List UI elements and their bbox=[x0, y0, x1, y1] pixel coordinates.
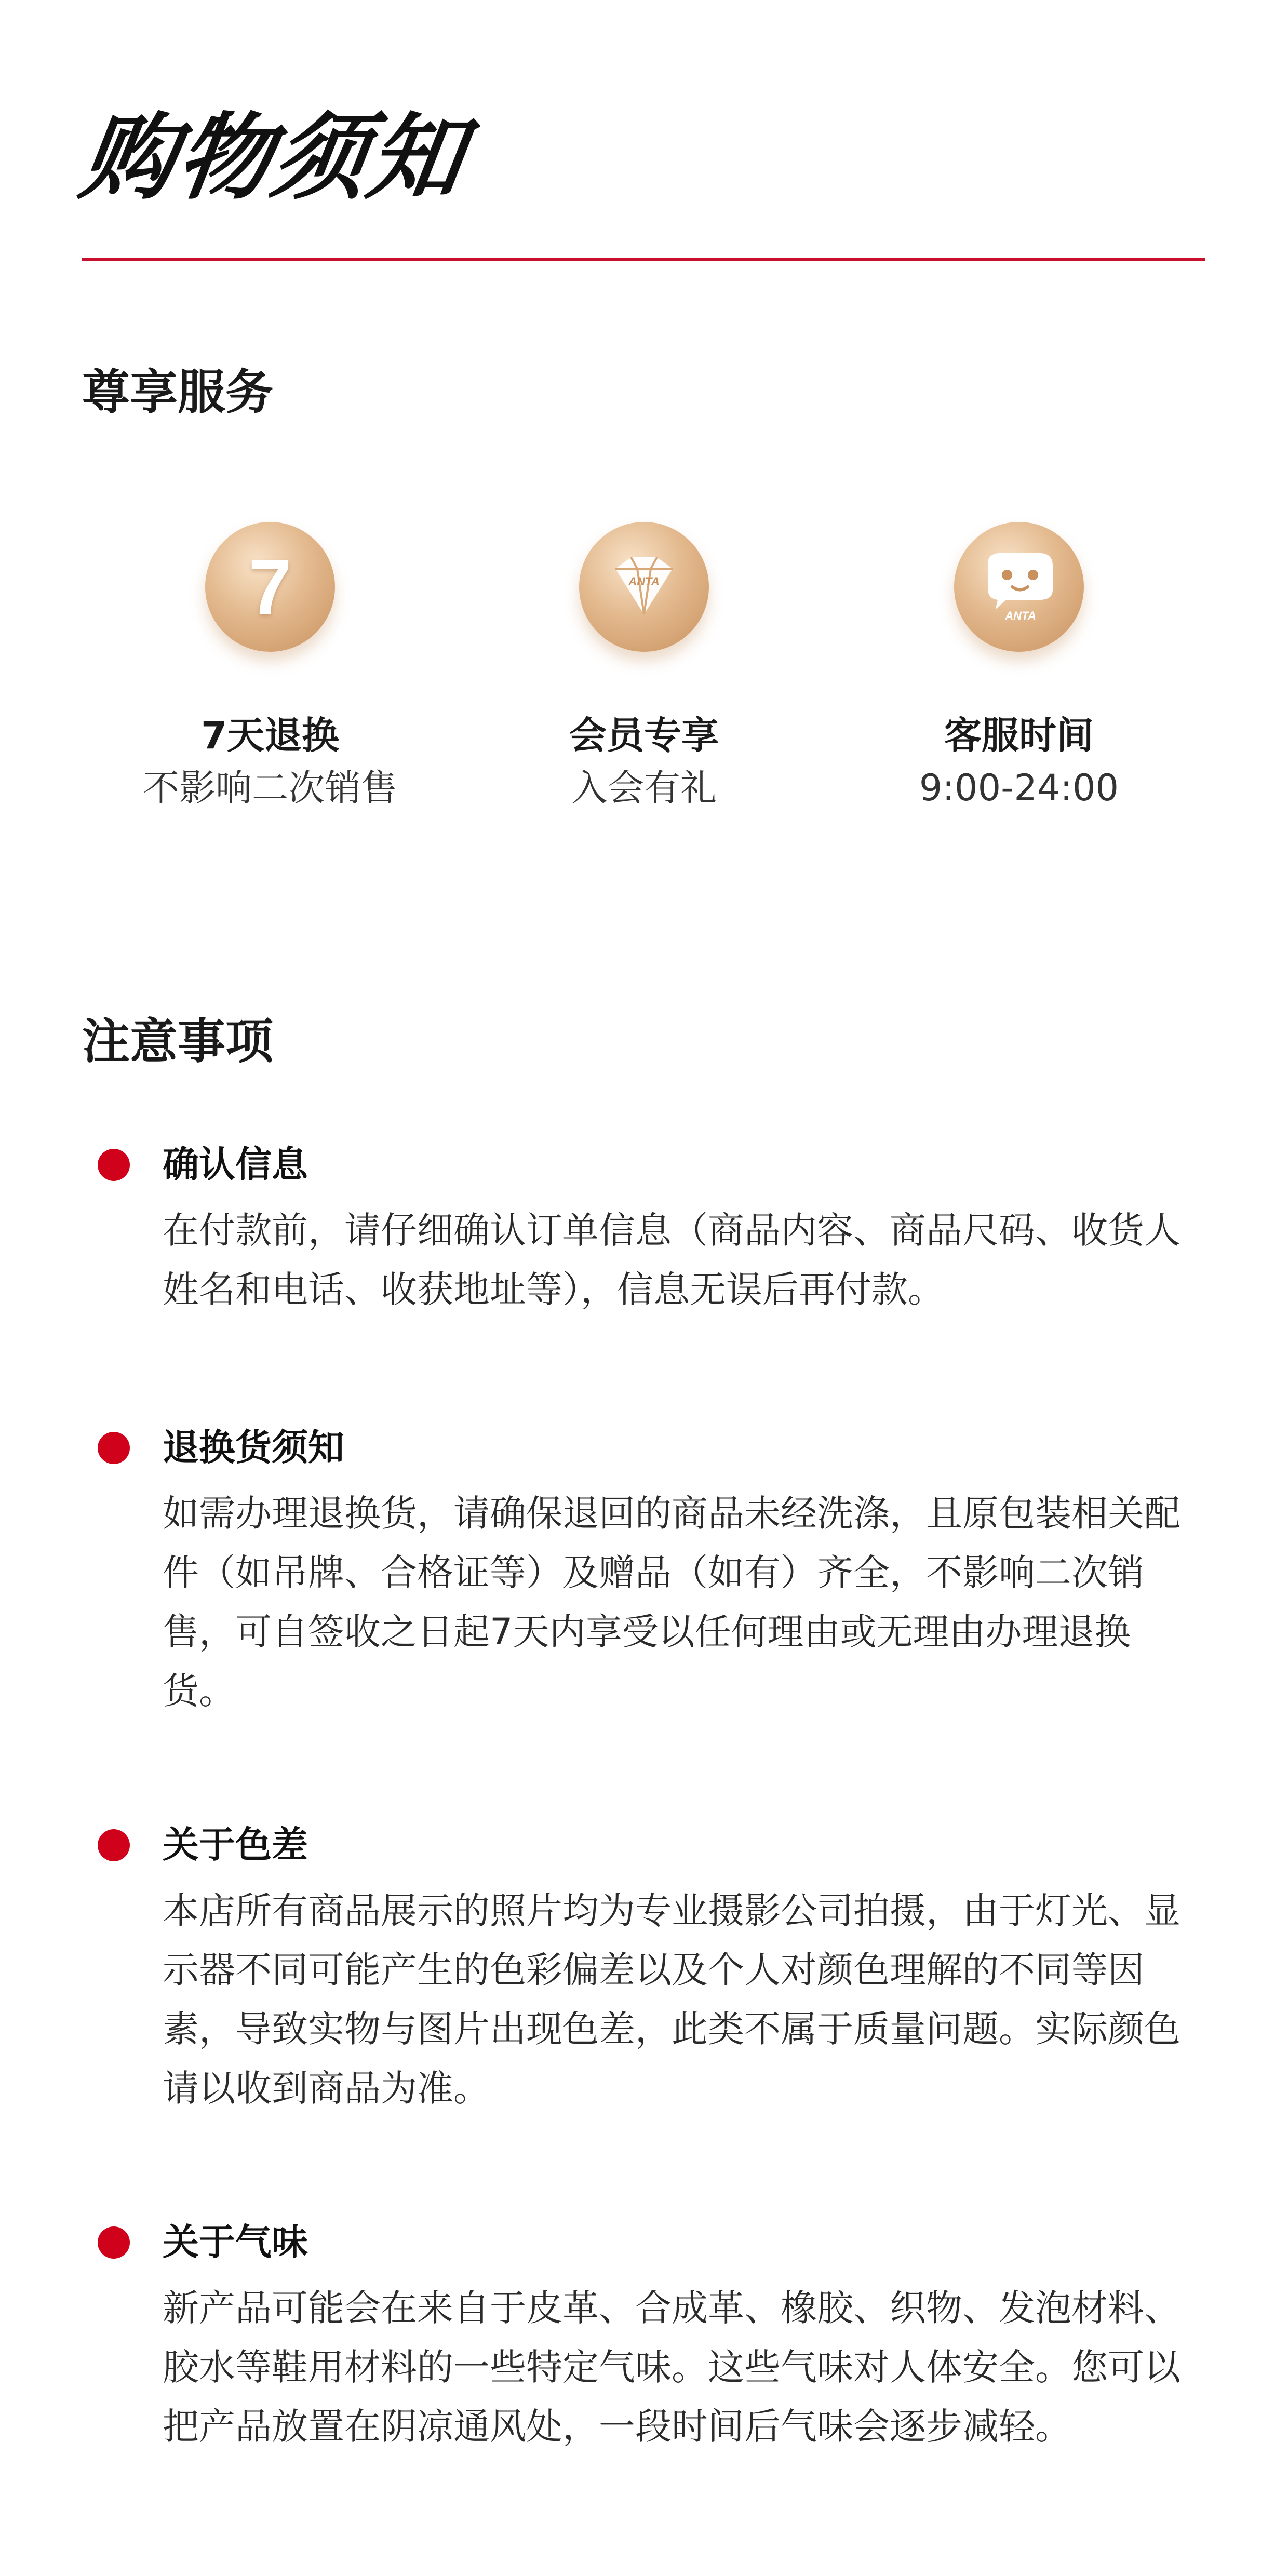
notice-title: 关于色差 bbox=[163, 1823, 308, 1866]
services-heading: 尊享服务 bbox=[82, 365, 274, 420]
notice-title: 退换货须知 bbox=[163, 1426, 344, 1469]
diamond-badge-icon bbox=[579, 522, 709, 652]
bullet-dot-icon bbox=[98, 2226, 130, 2259]
bullet-dot-icon bbox=[98, 1149, 130, 1181]
notices-heading: 注意事项 bbox=[82, 1014, 274, 1069]
notice-body: 新产品可能会在来自于皮革、合成革、橡胶、织物、发泡材料、胶水等鞋用材料的一些特定气味。这些气味对人体安全。您可以把产品放置在阴凉通风处，一段时间后气味会逐步减轻。 bbox=[163, 2287, 1180, 2448]
bullet-dot-icon bbox=[98, 1432, 130, 1464]
notice-title: 关于气味 bbox=[163, 2221, 308, 2263]
service-subtitle: 入会有礼 bbox=[571, 767, 717, 809]
mascot-chat-badge-icon bbox=[954, 522, 1084, 652]
notice-body: 在付款前，请仔细确认订单信息（商品内容、商品尺码、收货人姓名和电话、收获地址等），信息无误后再付款。 bbox=[163, 1209, 1180, 1311]
service-title: 会员专享 bbox=[569, 714, 719, 757]
notice-body: 如需办理退换货，请确保退回的商品未经洗涤，且原包装相关配件（如吊牌、合格证等）及赠品（如有）齐全，不影响二次销售，可自签收之日起7天内享受以任何理由或无理由办理退换货。 bbox=[163, 1492, 1180, 1712]
notice-body: 本店所有商品展示的照片均为专业摄影公司拍摄，由于灯光、显示器不同可能产生的色彩偏差以及个人对颜色理解的不同等因素，导致实物与图片出现色差，此类不属于质量问题。实际颜色请以收到商品为准。 bbox=[163, 1889, 1180, 2110]
svg-text:ANTA: ANTA bbox=[1005, 609, 1036, 622]
service-subtitle: 不影响二次销售 bbox=[143, 767, 397, 809]
svg-text:ANTA: ANTA bbox=[628, 575, 660, 588]
number-seven-badge-icon: 7 bbox=[205, 522, 335, 652]
title-divider bbox=[82, 258, 1205, 261]
page-title: 购物须知 bbox=[74, 104, 472, 212]
notice-title: 确认信息 bbox=[163, 1143, 308, 1186]
bullet-dot-icon bbox=[98, 1829, 130, 1861]
service-title: 7天退换 bbox=[200, 714, 340, 757]
service-member-exclusive bbox=[462, 522, 826, 809]
service-title: 客服时间 bbox=[944, 714, 1094, 757]
service-support-hours bbox=[837, 522, 1201, 809]
service-seven-day-return bbox=[88, 522, 452, 809]
service-subtitle: 9:00-24:00 bbox=[919, 767, 1119, 809]
